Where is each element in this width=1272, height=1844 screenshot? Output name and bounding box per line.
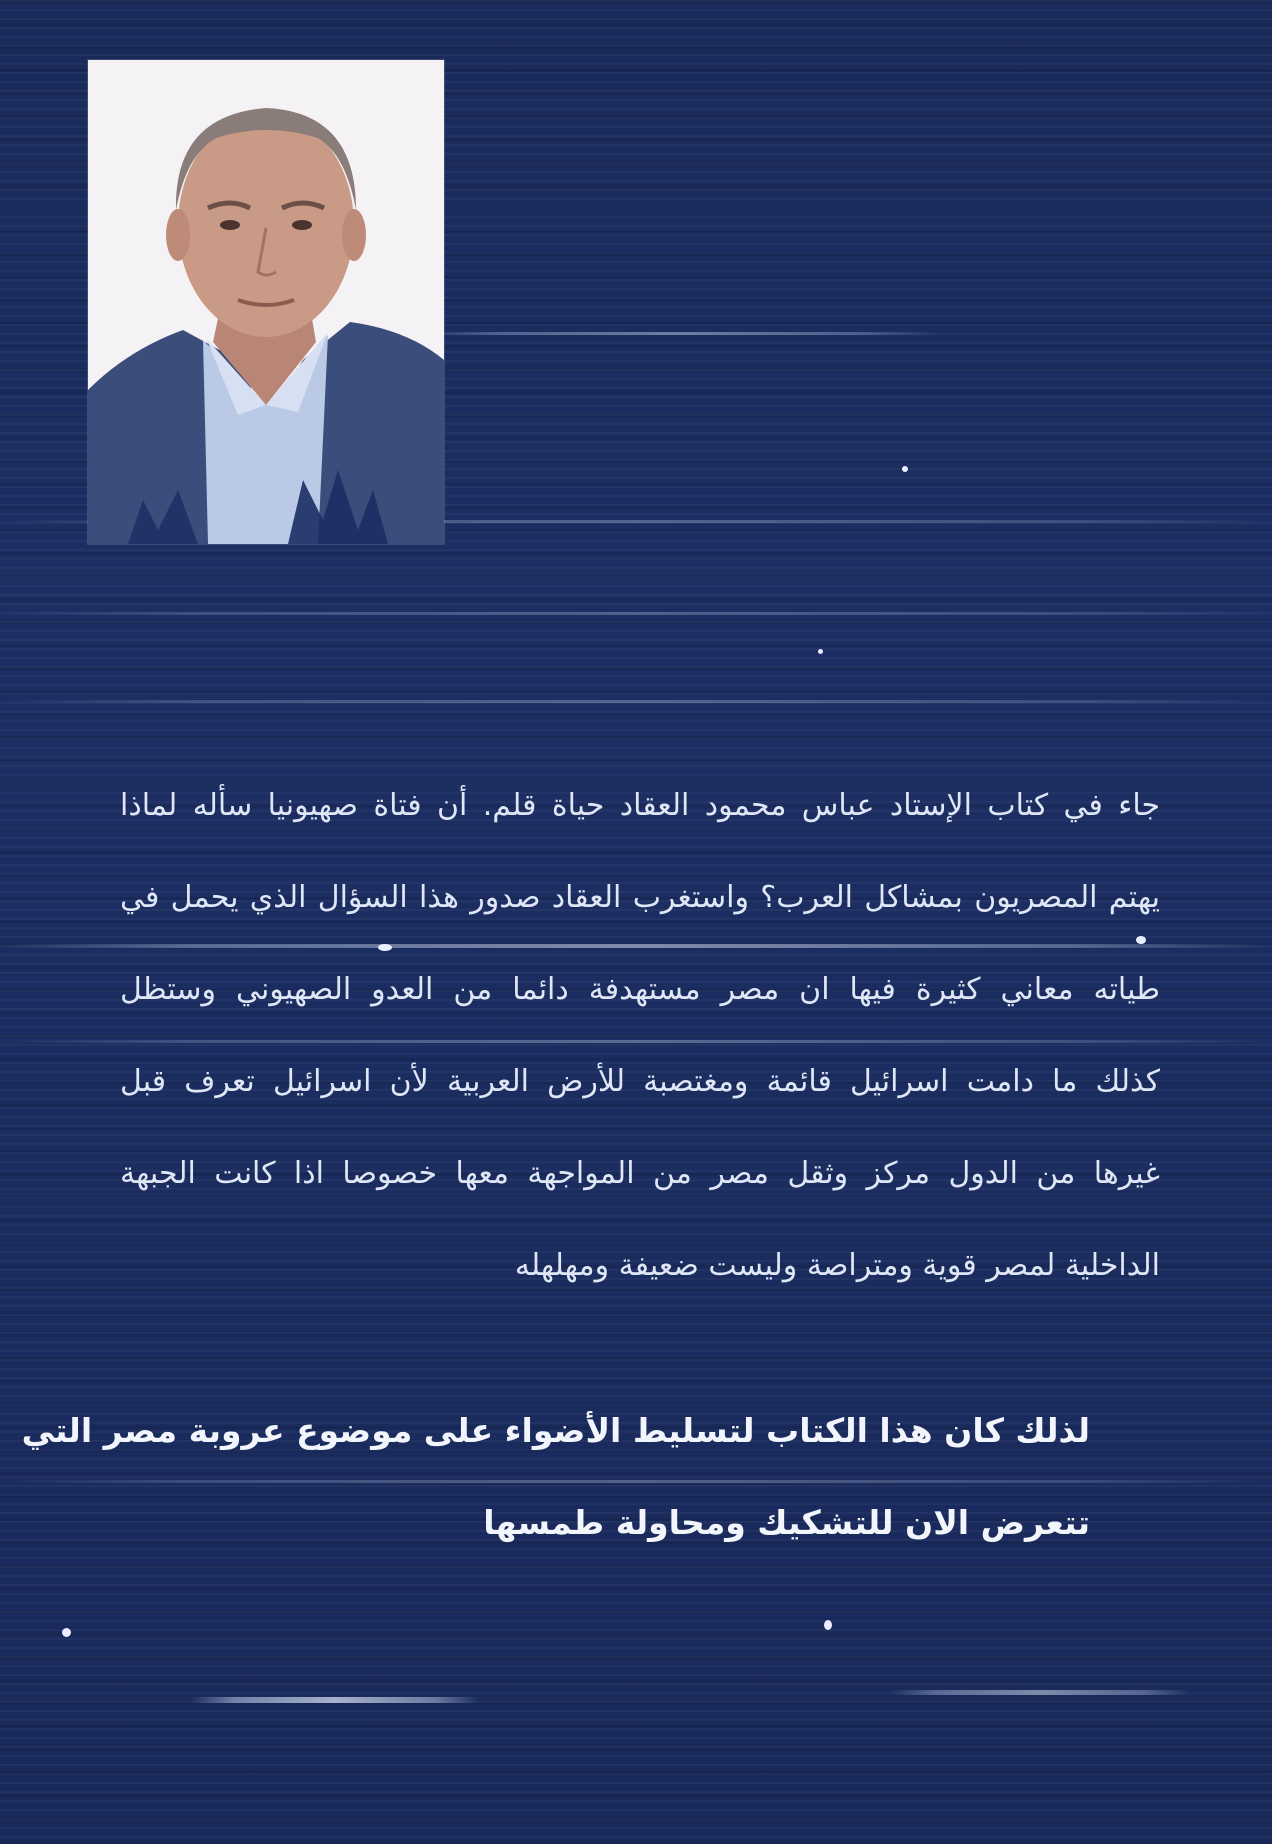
scan-streak [190,1697,480,1703]
ear-right [342,209,366,261]
description-line: غيرها من الدول مركز وثقل مصر من المواجهة معها خصوصا اذا كانت الجبهة [120,1156,1160,1191]
description-line: طياته معاني كثيرة فيها ان مصر مستهدفة دائما من العدو الصهيوني وستظل [120,972,1160,1007]
description-line: الداخلية لمصر قوية ومتراصة وليست ضعيفة ومهلهله [514,1248,1160,1283]
book-purpose-statement [21,1385,1090,1569]
author-portrait-illustration [88,60,444,544]
description-line: كذلك ما دامت اسرائيل قائمة ومغتصبة للأرض العربية لأن اسرائيل تعرف قبل [120,1064,1160,1099]
description-line: يهتم المصريون بمشاكل العرب؟ واستغرب العقاد صدور هذا السؤال الذي يحمل في [120,880,1160,915]
author-photo [88,60,444,544]
dust-speck [824,1620,832,1630]
dust-speck [818,649,823,654]
scan-streak [0,700,1272,703]
eye-right [292,220,312,230]
scan-streak [420,332,940,335]
eye-left [220,220,240,230]
description-line: جاء في كتاب الإستاد عباس محمود العقاد حياة قلم. أن فتاة صهيونيا سأله لماذا [120,788,1160,823]
dust-speck [902,466,908,472]
ear-left [166,209,190,261]
purpose-line: تتعرض الان للتشكيك ومحاولة طمسها [483,1503,1090,1542]
book-description [120,760,1160,1312]
purpose-line: لذلك كان هذا الكتاب لتسليط الأضواء على موضوع عروبة مصر التي [21,1411,1090,1450]
scan-streak [0,612,1272,615]
dust-speck [62,1628,71,1637]
scan-streak [890,1690,1190,1695]
